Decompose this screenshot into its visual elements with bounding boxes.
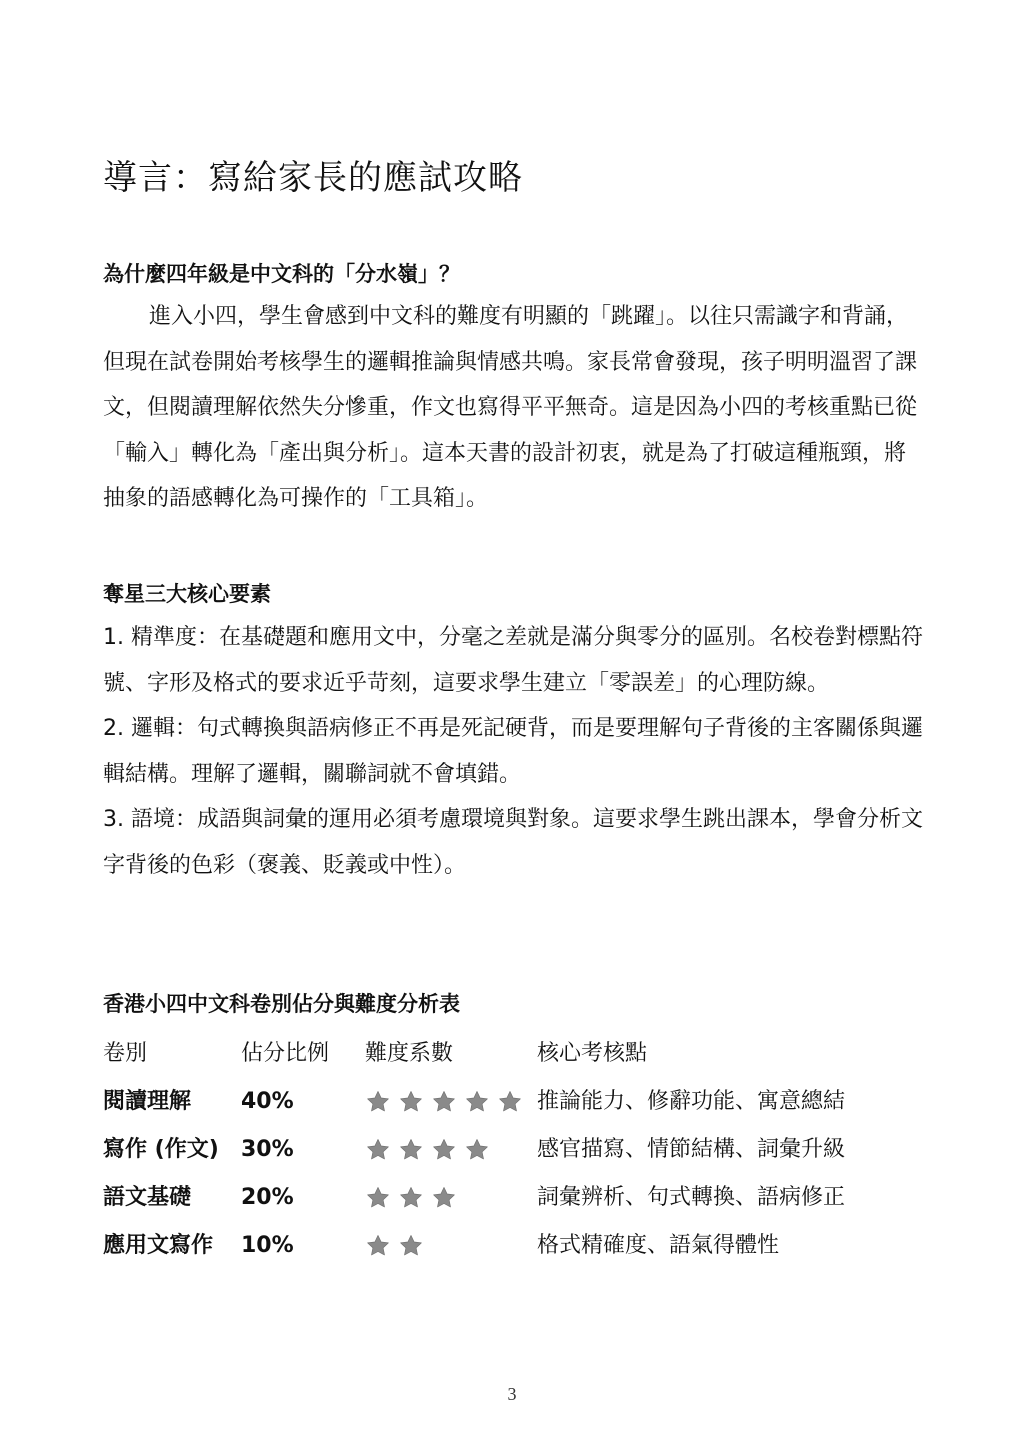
table-header-row xyxy=(103,1032,903,1080)
core-elements-list xyxy=(103,615,925,888)
star-icon xyxy=(365,1137,391,1163)
star-icon xyxy=(431,1185,457,1211)
page-number: 3 xyxy=(507,1384,517,1404)
core-focus-points: 詞彙辨析、句式轉換、語病修正 xyxy=(537,1185,846,1210)
paper-name: 寫作 (作文) xyxy=(103,1137,219,1162)
core-element-item: 1. 精準度：在基礎題和應用文中，分毫之差就是滿分與零分的區別。名校卷對標點符號、字形及格式的要求近乎苛刻，這要求學生建立「零誤差」的心理防線。 xyxy=(103,625,923,696)
table-row xyxy=(103,1080,903,1128)
star-icon xyxy=(431,1089,457,1115)
star-icon xyxy=(431,1137,457,1163)
section-heading-watershed: 為什麼四年級是中文科的「分水嶺」？ xyxy=(103,262,460,286)
core-focus-points: 推論能力、修辭功能、寓意總結 xyxy=(537,1089,846,1114)
page-title: 導言：寫給家長的應試攻略 xyxy=(103,158,523,198)
intro-paragraph-text: 進入小四，學生會感到中文科的難度有明顯的「跳躍」。以往只需識字和背誦，但現在試卷開始考核學生的邏輯推論與情感共鳴。家長常會發現，孩子明明溫習了課文，但閱讀理解依然失分慘重，作文也寫得平平無奇。這是因為小四的考核重點已從「輸入」轉化為「產出與分析」。這本天書的設計初衷，就是為了打破這種瓶頸，將抽象的語感轉化為可操作的「工具箱」。 xyxy=(103,304,918,511)
star-icon xyxy=(464,1137,490,1163)
column-header-focus: 核心考核點 xyxy=(537,1041,648,1066)
star-icon xyxy=(365,1185,391,1211)
star-icon xyxy=(398,1089,424,1115)
intro-paragraph xyxy=(103,294,925,522)
paper-name: 應用文寫作 xyxy=(103,1233,214,1258)
core-focus-points: 感官描寫、情節結構、詞彙升級 xyxy=(537,1137,846,1162)
table-body xyxy=(103,1080,903,1272)
column-header-weight: 佔分比例 xyxy=(241,1041,330,1066)
weight-percentage: 40% xyxy=(241,1089,294,1114)
table-row xyxy=(103,1128,903,1176)
weight-percentage: 20% xyxy=(241,1185,294,1210)
table-row xyxy=(103,1224,903,1272)
star-icon xyxy=(398,1233,424,1259)
star-icon xyxy=(365,1089,391,1115)
core-element-item: 2. 邏輯：句式轉換與語病修正不再是死記硬背，而是要理解句子背後的主客關係與邏輯結構。理解了邏輯，關聯詞就不會填錯。 xyxy=(103,716,923,787)
star-icon xyxy=(398,1185,424,1211)
difficulty-rating xyxy=(365,1224,431,1268)
star-icon xyxy=(398,1137,424,1163)
section-heading-table: 香港小四中文科卷別佔分與難度分析表 xyxy=(103,992,460,1016)
difficulty-table xyxy=(103,1032,903,1272)
weight-percentage: 30% xyxy=(241,1137,294,1162)
difficulty-rating xyxy=(365,1080,530,1124)
paper-name: 閱讀理解 xyxy=(103,1089,192,1114)
core-focus-points: 格式精確度、語氣得體性 xyxy=(537,1233,780,1258)
column-header-difficulty: 難度系數 xyxy=(365,1041,454,1066)
weight-percentage: 10% xyxy=(241,1233,294,1258)
column-header-paper: 卷別 xyxy=(103,1041,148,1066)
core-element-item: 3. 語境：成語與詞彙的運用必須考慮環境與對象。這要求學生跳出課本，學會分析文字背後的色彩（褒義、貶義或中性）。 xyxy=(103,807,923,878)
table-row xyxy=(103,1176,903,1224)
star-icon xyxy=(497,1089,523,1115)
star-icon xyxy=(365,1233,391,1259)
difficulty-rating xyxy=(365,1128,497,1172)
star-icon xyxy=(464,1089,490,1115)
paper-name: 語文基礎 xyxy=(103,1185,192,1210)
section-heading-core-elements: 奪星三大核心要素 xyxy=(103,582,271,606)
difficulty-rating xyxy=(365,1176,464,1220)
